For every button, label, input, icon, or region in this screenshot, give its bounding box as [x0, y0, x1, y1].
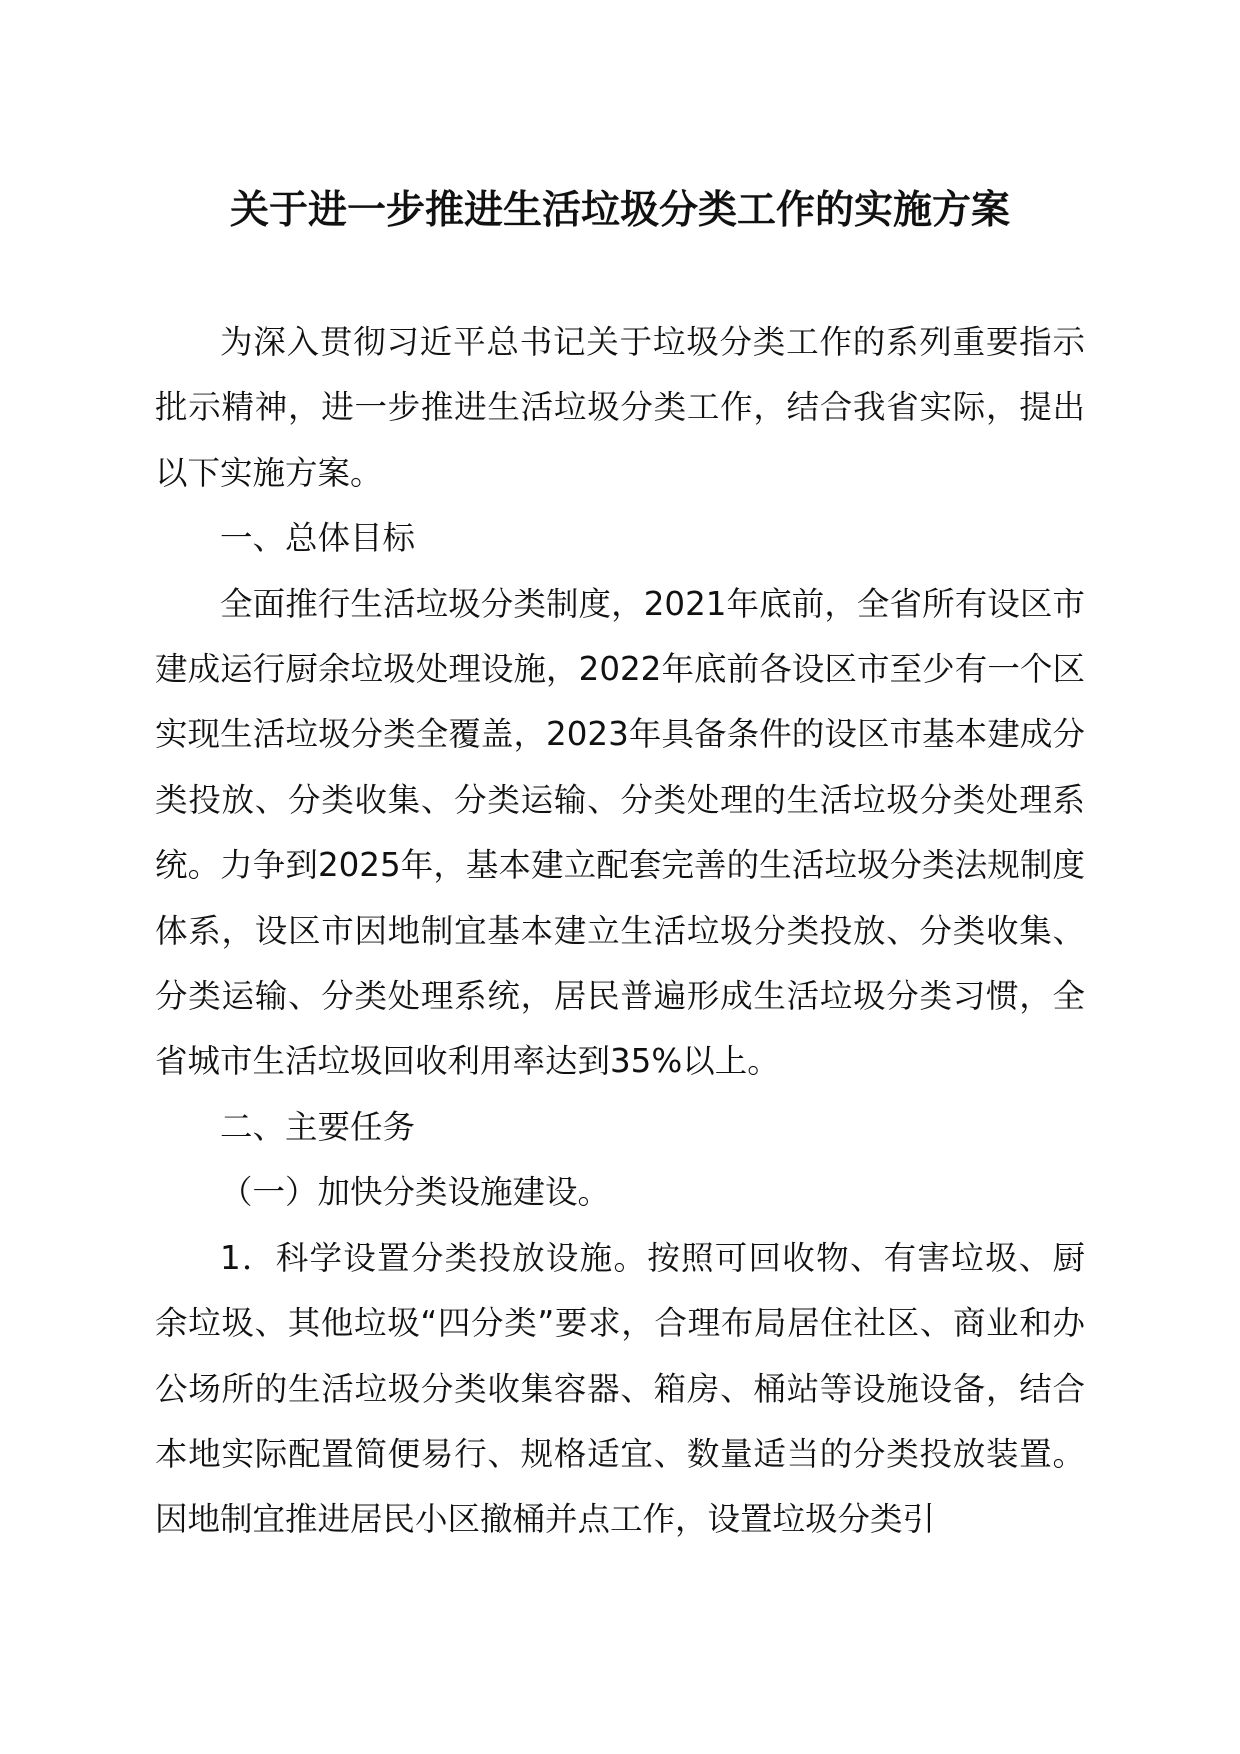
section-heading-2: 二、主要任务: [220, 1107, 416, 1146]
goals-paragraph: 全面推行生活垃圾分类制度，2021年底前，全省所有设区市建成运行厨余垃圾处理设施，2022年底前各设区市至少有一个区实现生活垃圾分类全覆盖，2023年具备条件的设区市基本建成分类投放、分类收集、分类运输、分类处理的生活垃圾分类处理系统。力争到2025年，基本建立配套完善的生活垃圾分类法规制度体系，设区市因地制宜基本建立生活垃圾分类投放、分类收集、分类运输、分类处理系统，居民普遍形成生活垃圾分类习惯，全省城市生活垃圾回收利用率达到35%以上。: [155, 584, 1085, 1081]
document-body: [155, 310, 1085, 1553]
intro-paragraph: 为深入贯彻习近平总书记关于垃圾分类工作的系列重要指示批示精神，进一步推进生活垃圾分类工作，结合我省实际，提出以下实施方案。: [155, 323, 1085, 492]
task-paragraph-1: 1．科学设置分类投放设施。按照可回收物、有害垃圾、厨余垃圾、其他垃圾“四分类”要求，合理布局居住社区、商业和办公场所的生活垃圾分类收集容器、箱房、桶站等设施设备，结合本地实际配置简便易行、规格适宜、数量适当的分类投放装置。因地制宜推进居民小区撤桶并点工作，设置垃圾分类引: [155, 1238, 1085, 1539]
subsection-heading-1: （一）加快分类设施建设。: [220, 1173, 611, 1212]
document-title: 关于进一步推进生活垃圾分类工作的实施方案: [229, 187, 1010, 233]
section-heading-1: 一、总体目标: [220, 519, 416, 558]
